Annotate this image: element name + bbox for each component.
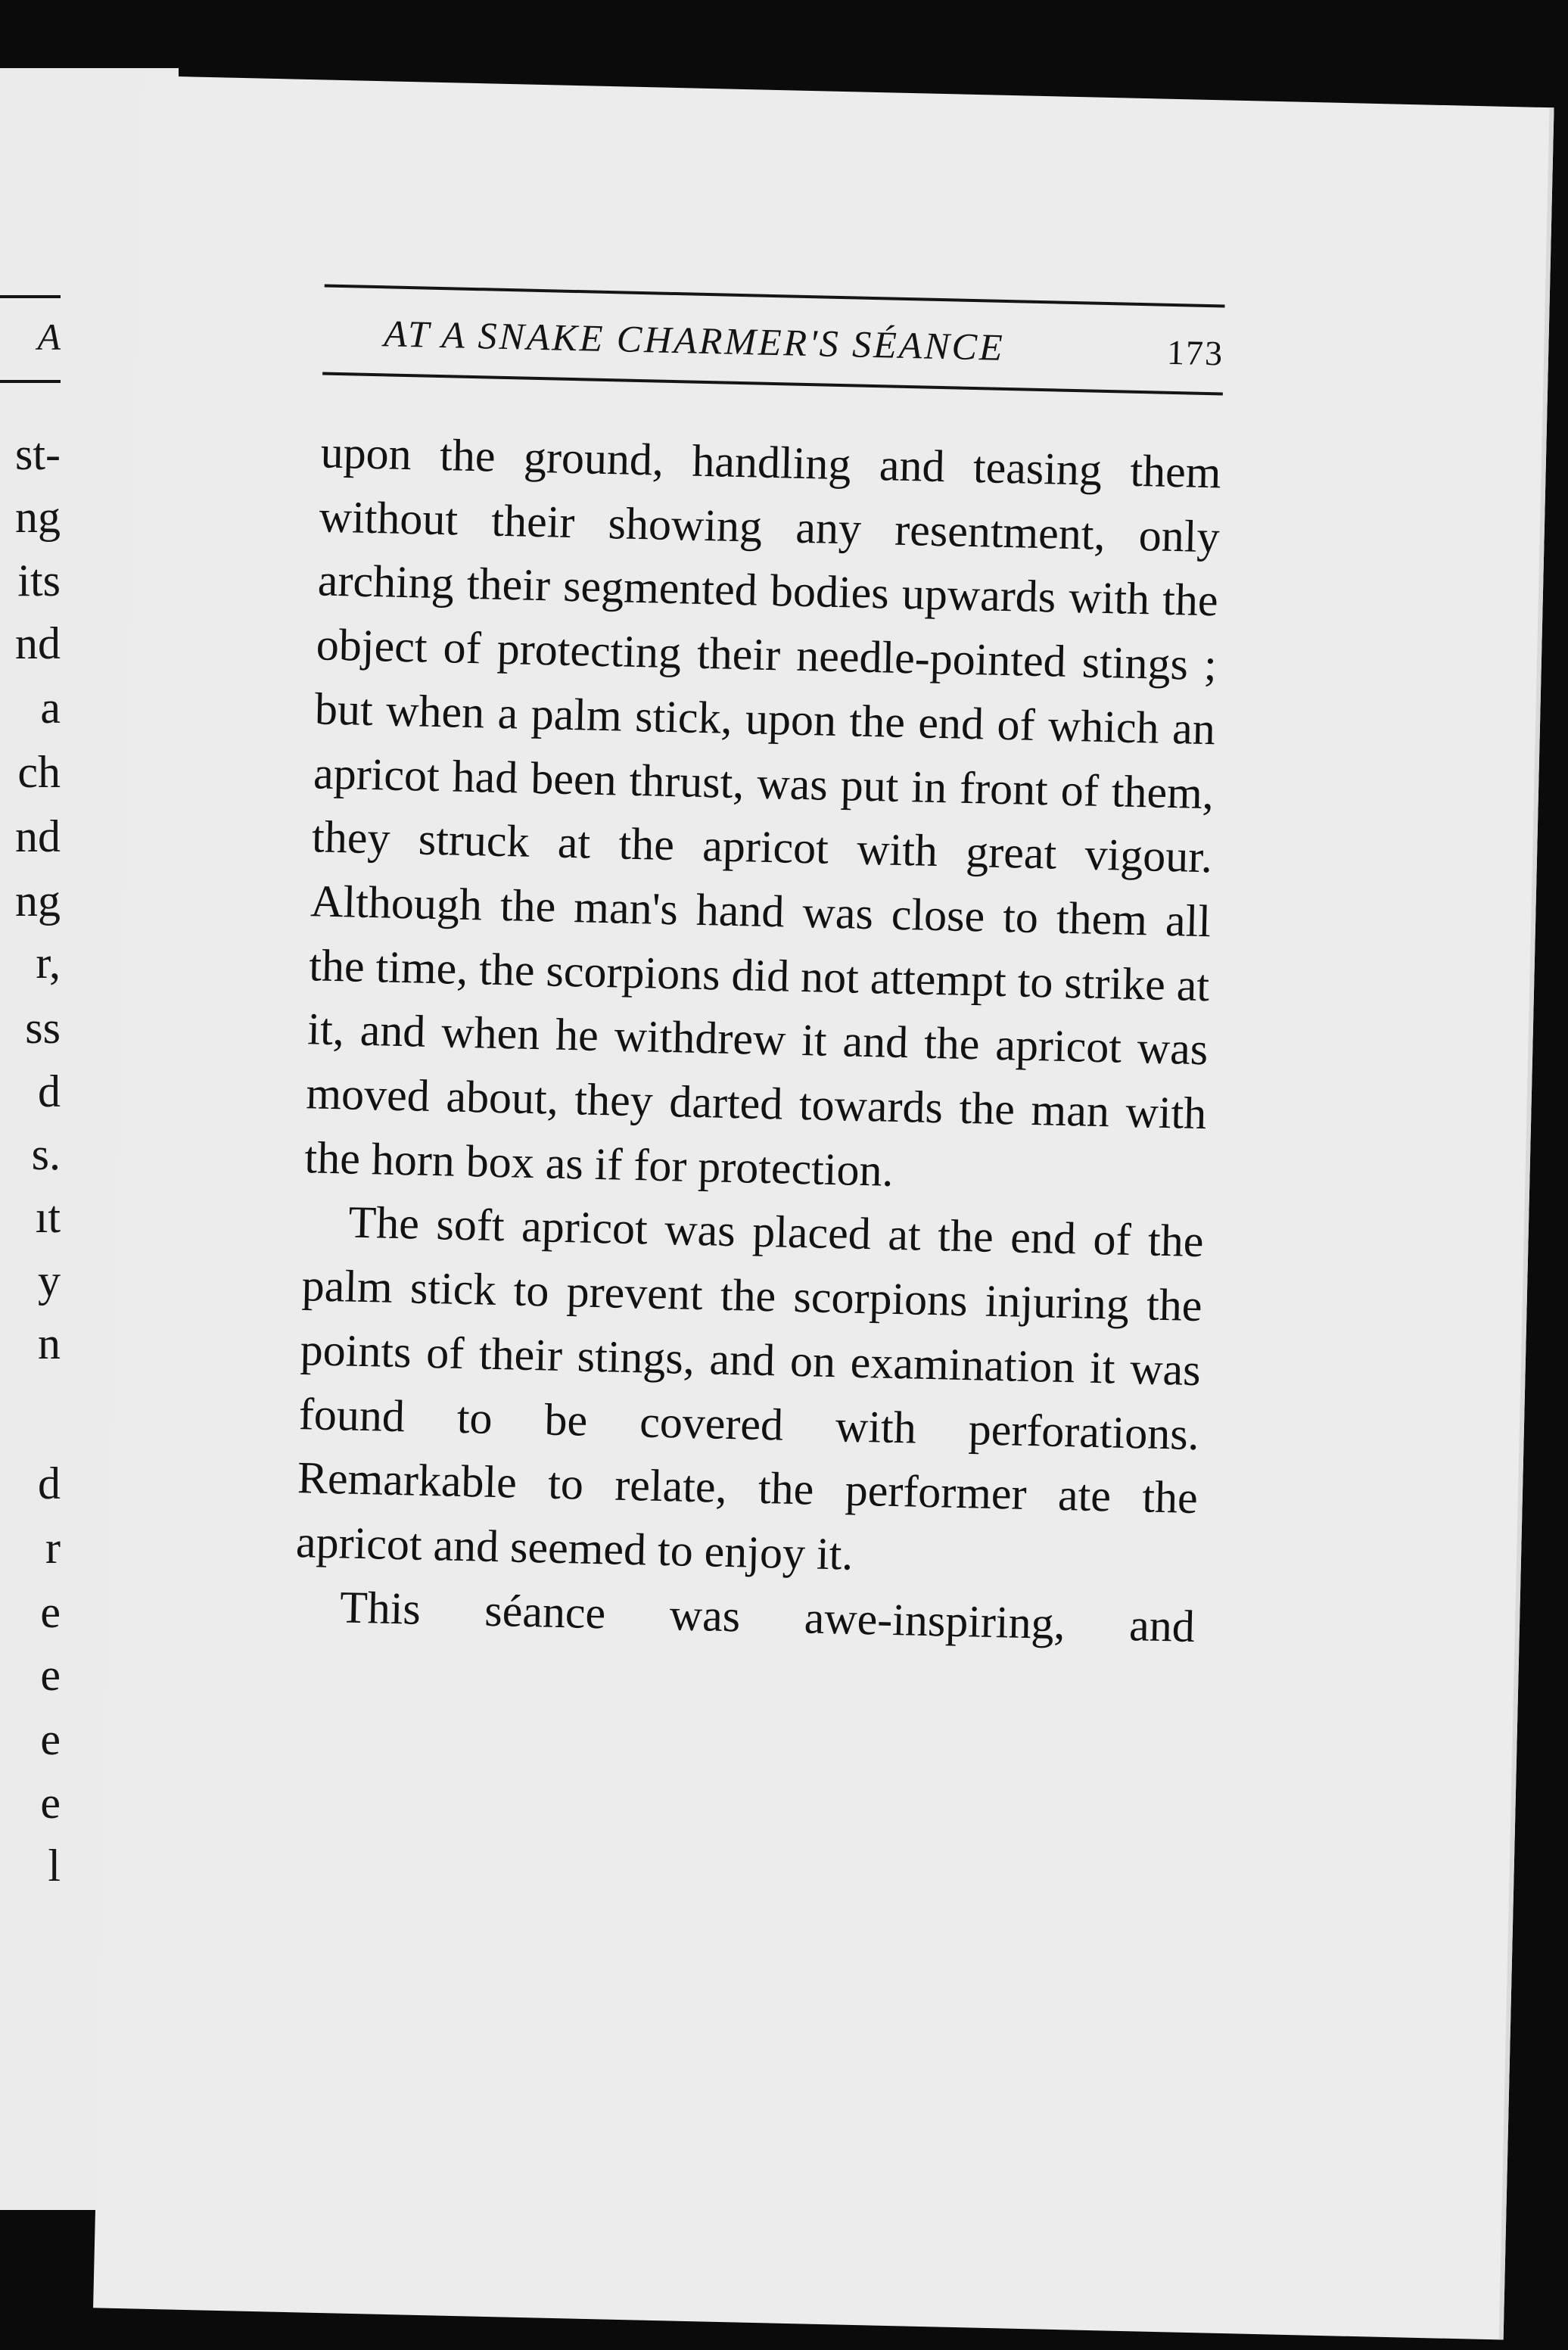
page-body	[294, 420, 1221, 1658]
right-book-page	[93, 76, 1554, 2340]
left-line-fragment: r,	[36, 938, 61, 988]
left-line-fragment: a	[40, 683, 61, 733]
left-line-fragment: its	[17, 556, 61, 605]
left-line-fragment: st-	[15, 429, 61, 479]
left-header-rule-bottom	[0, 380, 61, 383]
left-line-fragment: s.	[31, 1129, 61, 1179]
left-line-fragment: ng	[15, 876, 61, 926]
left-line-fragment: e	[40, 1778, 61, 1828]
left-line-fragment: e	[40, 1650, 61, 1700]
left-line-fragment: e	[40, 1714, 61, 1764]
left-header-fragment: A	[37, 316, 61, 358]
left-line-fragment: d	[38, 1458, 61, 1508]
left-line-fragment: nd	[15, 811, 61, 861]
left-header-rule-top	[0, 295, 61, 298]
running-head: AT A SNAKE CHARMER'S SÉANCE	[383, 312, 1006, 369]
left-line-fragment: l	[48, 1841, 61, 1891]
left-line-fragment: r	[45, 1523, 61, 1573]
left-line-fragment: ıt	[35, 1192, 61, 1242]
paragraph: The soft apricot was placed at the end of the palm stick to prevent the scorpions injuring the points of their stings, and on examination it was found to be covered with perforations. Remarkable to relate, the performer ate the apricot and seemed to enjoy it.	[295, 1197, 1205, 1580]
left-line-fragment: nd	[15, 618, 61, 668]
left-line-fragment: n	[38, 1318, 61, 1368]
page-number: 173	[1166, 332, 1224, 373]
left-line-fragment: e	[40, 1587, 61, 1637]
left-line-fragment: ch	[17, 747, 61, 797]
page-header	[322, 284, 1224, 395]
left-page-text-edge	[0, 68, 61, 2210]
left-line-fragment: y	[38, 1256, 61, 1306]
paragraph: This séance was awe-inspiring, and	[339, 1582, 1196, 1651]
left-line-fragment: ng	[15, 492, 61, 542]
left-line-fragment: ss	[25, 1003, 61, 1053]
paragraph: upon the ground, handling and teasing them without their showing any resentment, only arching their segmented bodies upwards with the object of protecting their needle-pointed stings ; but when a palm stick, upon the end of which an apricot had been thrust, was put in front of them, they struck at the apricot with great vigour. Although the man's hand was close to them all the time, the scorpions did not attempt to strike at it, and when he withdrew it and the apricot was moved about, they darted towards the man with the horn box as if for protection.	[303, 427, 1222, 1196]
left-line-fragment: d	[38, 1066, 61, 1116]
